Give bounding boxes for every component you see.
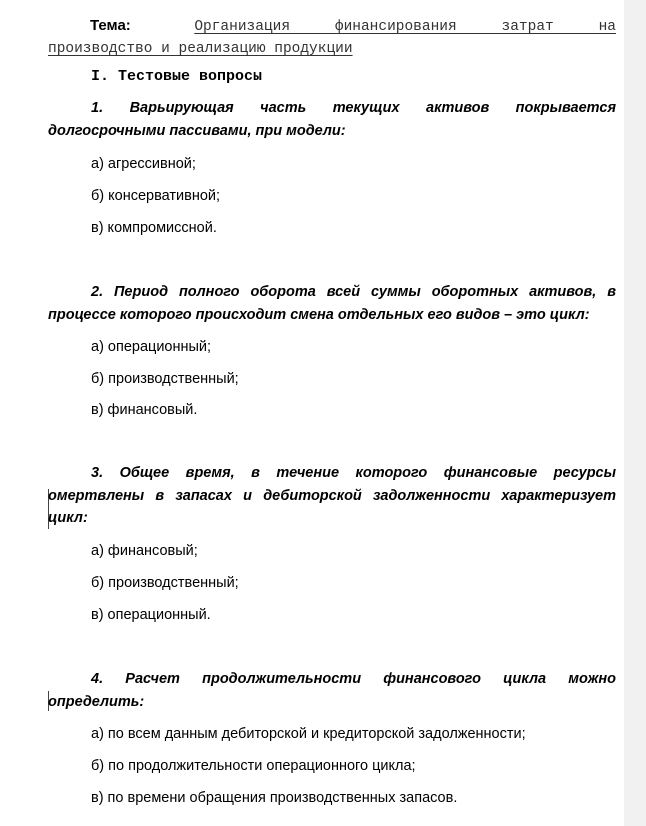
- question-4-option-c: в) по времени обращения производственных запасов.: [91, 790, 458, 806]
- question-2-option-a: а) операционный;: [91, 339, 212, 355]
- question-2-option-b: б) производственный;: [91, 371, 239, 387]
- question-4-option-b: б) по продолжительности операционного цикла;: [91, 758, 416, 774]
- topic-text-line2: производство и реализацию продукции: [48, 41, 353, 57]
- question-4: 4. Расчет продолжительности финансового цикла можно определить:: [48, 671, 616, 710]
- window-gutter: [624, 0, 646, 826]
- question-3-option-b: б) производственный;: [91, 575, 239, 591]
- question-3-option-c: в) операционный.: [91, 607, 211, 623]
- question-1-option-c: в) компромиссной.: [91, 220, 217, 236]
- question-3-option-a: а) финансовый;: [91, 543, 198, 559]
- section-title: I. Тестовые вопросы: [91, 68, 263, 85]
- question-1: 1. Варьирующая часть текущих активов покрывается долгосрочными пассивами, при модели:: [48, 100, 616, 139]
- topic-text-line1: Организация финансирования затрат на: [194, 19, 616, 35]
- question-1-option-a: а) агрессивной;: [91, 156, 196, 172]
- question-2-option-c: в) финансовый.: [91, 402, 198, 418]
- topic-line-2: [48, 37, 353, 60]
- question-2: 2. Период полного оборота всей суммы оборотных активов, в процессе которого происходит смена отдельных его видов – это цикл:: [48, 284, 616, 323]
- topic-label: Тема:: [90, 17, 131, 34]
- question-4-option-a: а) по всем данным дебиторской и кредиторской задолженности;: [91, 726, 526, 742]
- question-1-option-b: б) консервативной;: [91, 188, 221, 204]
- topic-line: [48, 15, 616, 38]
- question-3: 3. Общее время, в течение которого финансовые ресурсы омертвлены в запасах и дебиторской задолженности характеризует цикл:: [48, 465, 616, 526]
